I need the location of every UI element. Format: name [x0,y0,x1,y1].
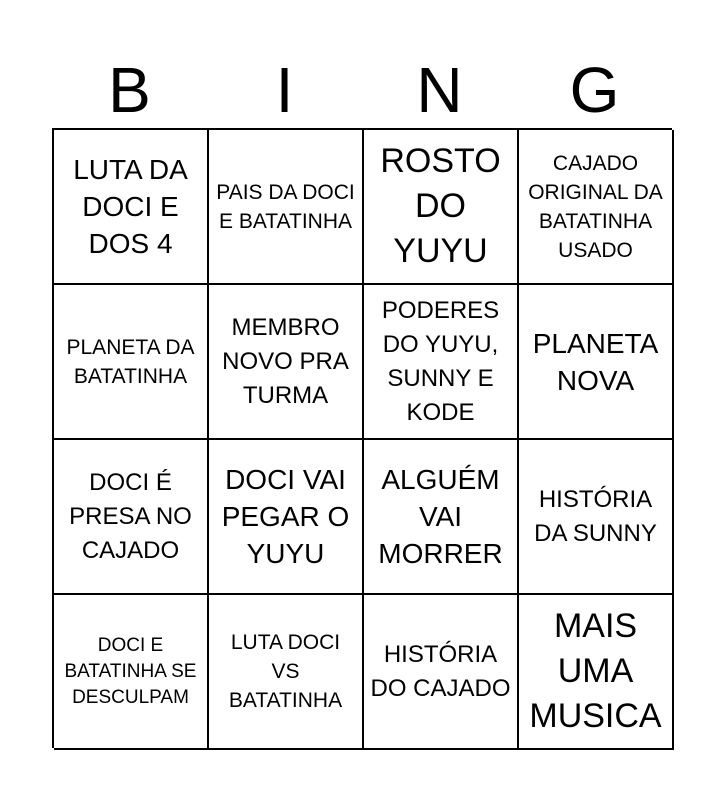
cell-text: DOCI É PRESA NO CAJADO [69,468,192,564]
bingo-cell[interactable] [519,130,674,285]
cell-text: LUTA DOCI VS BATATINHA [228,631,343,712]
cell-text: PLANETA DA BATATINHA [66,335,195,388]
cell-text: DOCI E BATATINHA SE DESCULPAM [64,634,197,708]
bingo-cell[interactable] [209,440,364,595]
cell-text: MEMBRO NOVO PRA TURMA [222,313,349,409]
bingo-cell[interactable] [519,440,674,595]
bingo-cell[interactable] [519,285,674,440]
bingo-cell[interactable] [209,130,364,285]
header-letter-b: B [108,54,151,126]
cell-text: PLANETA NOVA [532,327,659,396]
header-letter-i: I [275,54,294,126]
header-letter-n: N [416,54,463,126]
cell-text: ALGUÉM VAI MORRER [378,464,503,569]
bingo-cell[interactable] [54,285,209,440]
bingo-cell[interactable] [54,130,209,285]
cell-text: HISTÓRIA DO CAJADO [370,640,511,702]
cell-text: PAIS DA DOCI E BATATINHA [216,180,355,233]
cell-text: PODERES DO YUYU, SUNNY E KODE [381,296,500,426]
cell-text: HISTÓRIA DA SUNNY [534,485,657,547]
bingo-cell[interactable] [364,285,519,440]
bingo-cell[interactable] [364,130,519,285]
cell-text: DOCI VAI PEGAR O YUYU [221,464,350,569]
bingo-cell[interactable] [209,595,364,750]
bingo-cell[interactable] [364,595,519,750]
cell-text: LUTA DA DOCI E DOS 4 [73,154,188,259]
cell-text: CAJADO ORIGINAL DA BATATINHA USADO [528,151,663,262]
bingo-cell[interactable] [54,595,209,750]
bingo-cell[interactable] [209,285,364,440]
bingo-cell[interactable] [364,440,519,595]
bingo-cell[interactable] [519,595,674,750]
cell-text: ROSTO DO YUYU [380,142,501,270]
bingo-header [52,52,672,128]
bingo-cell[interactable] [54,440,209,595]
header-letter-g: G [569,54,620,126]
cell-text: MAIS UMA MUSICA [529,607,662,735]
bingo-card-grid [52,128,672,748]
